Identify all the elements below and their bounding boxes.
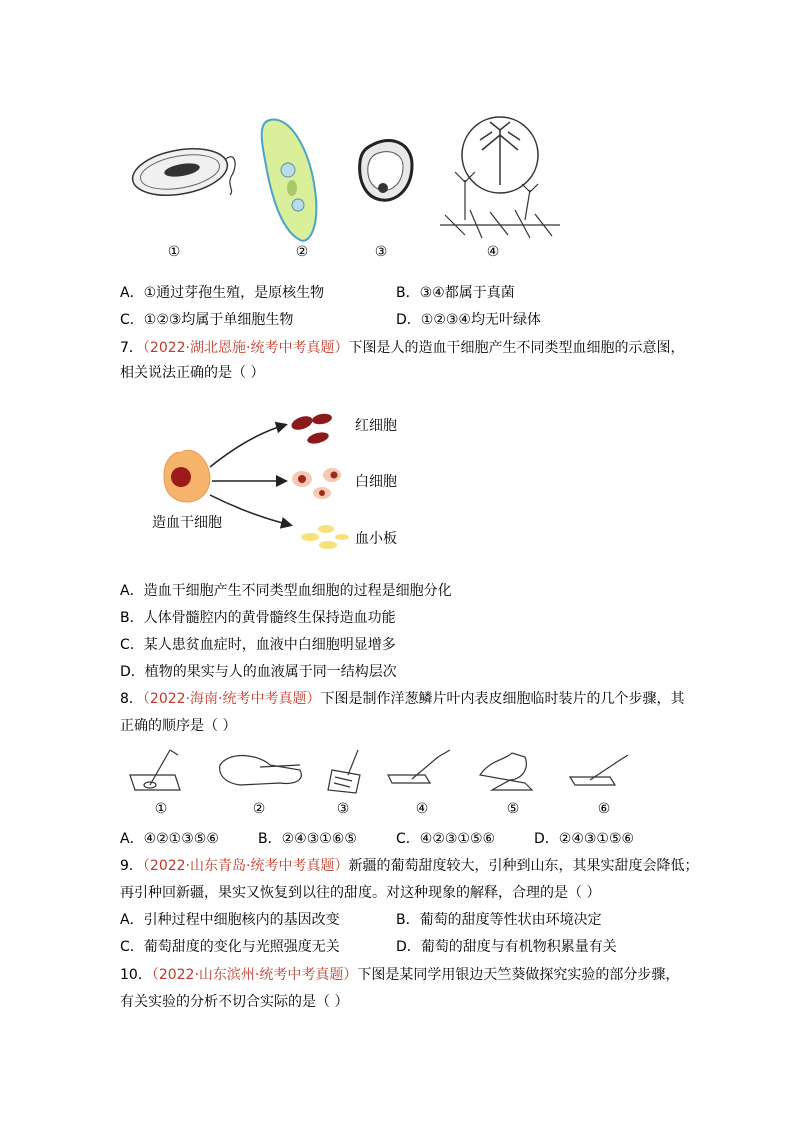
q6-option-b[interactable]: B．③④都属于真菌 <box>396 285 515 301</box>
q8-option-b[interactable]: B．②④③①⑥⑤ <box>258 831 357 847</box>
slide-preparation-steps-illustration <box>120 745 650 800</box>
q8-stem <box>120 689 684 709</box>
q8-step-label-4: ④ <box>415 801 429 817</box>
q8-source: （2022·海南·统考中考真题） <box>142 691 321 707</box>
q7-option-a[interactable]: A．造血干细胞产生不同类型血细胞的过程是细胞分化 <box>120 583 452 599</box>
q8-figure <box>120 745 650 800</box>
q8-option-d[interactable]: D．②④③①⑤⑥ <box>534 831 635 847</box>
q7-stem-line2: 相关说法正确的是（ ） <box>120 365 265 381</box>
q6-label-4: ④ <box>486 244 500 260</box>
q9-stem-line2: 再引种回新疆，果实又恢复到以往的甜度。对这种现象的解释，合理的是（ ） <box>120 885 601 901</box>
q7-label-red-cell: 红细胞 <box>355 418 397 434</box>
q9-stem <box>120 856 698 876</box>
q7-source: （2022·湖北恩施·统考中考真题） <box>142 340 349 356</box>
q9-stem-line1: 新疆的葡萄甜度较大，引种到山东，其果实甜度会降低； <box>348 858 699 874</box>
q8-option-c[interactable]: C．④②③①⑤⑥ <box>396 831 496 847</box>
q10-stem <box>120 965 679 985</box>
q6-label-3: ③ <box>374 244 388 260</box>
q8-step-label-1: ① <box>154 801 168 817</box>
q7-label-white-cell: 白细胞 <box>355 474 397 490</box>
q6-label-1: ① <box>167 244 181 260</box>
q7-label-stem-cell: 造血干细胞 <box>152 515 222 531</box>
q8-step-label-5: ⑤ <box>506 801 520 817</box>
q7-option-d[interactable]: D．植物的果实与人的血液属于同一结构层次 <box>120 664 397 680</box>
q6-option-c[interactable]: C．①②③均属于单细胞生物 <box>120 312 294 328</box>
q8-stem-line1: 下图是制作洋葱鳞片叶内表皮细胞临时装片的几个步骤，其 <box>320 691 685 707</box>
q10-stem-line2: 有关实验的分析不切合实际的是（ ） <box>120 994 349 1010</box>
q8-stem-line2: 正确的顺序是（ ） <box>120 718 237 734</box>
q8-number: 8． <box>120 691 143 707</box>
q7-option-b[interactable]: B．人体骨髓腔内的黄骨髓终生保持造血功能 <box>120 610 396 626</box>
q8-option-a[interactable]: A．④②①③⑤⑥ <box>120 831 219 847</box>
q8-step-label-2: ② <box>252 801 266 817</box>
q7-option-c[interactable]: C．某人患贫血症时，血液中白细胞明显增多 <box>120 637 396 653</box>
paramecium-drawing <box>262 120 317 241</box>
q7-stem-line1: 下图是人的造血干细胞产生不同类型血细胞的示意图， <box>348 340 685 356</box>
q7-stem <box>120 338 684 358</box>
mold-drawing <box>440 117 560 238</box>
q10-number: 10． <box>120 967 152 983</box>
q10-stem-line1: 下图是某同学用银边天竺葵做探究实验的部分步骤， <box>357 967 680 983</box>
q9-option-d[interactable]: D．葡萄的甜度与有机物积累量有关 <box>396 939 617 955</box>
q7-number: 7． <box>120 340 143 356</box>
q9-option-c[interactable]: C．葡萄甜度的变化与光照强度无关 <box>120 939 340 955</box>
q8-step-label-6: ⑥ <box>597 801 611 817</box>
bacterium-drawing <box>129 142 235 202</box>
q6-option-d[interactable]: D．①②③④均无叶绿体 <box>396 312 541 328</box>
q7-label-platelet: 血小板 <box>355 531 397 547</box>
q9-source: （2022·山东青岛·统考中考真题） <box>142 858 349 874</box>
q8-step-label-3: ③ <box>336 801 350 817</box>
q9-option-a[interactable]: A．引种过程中细胞核内的基因改变 <box>120 912 340 928</box>
q6-label-2: ② <box>295 244 309 260</box>
q6-option-a[interactable]: A．①通过芽孢生殖，是原核生物 <box>120 285 325 301</box>
q10-source: （2022·山东滨州·统考中考真题） <box>151 967 358 983</box>
q9-option-b[interactable]: B．葡萄的甜度等性状由环境决定 <box>396 912 602 928</box>
q9-number: 9． <box>120 858 143 874</box>
yeast-drawing <box>360 141 412 201</box>
